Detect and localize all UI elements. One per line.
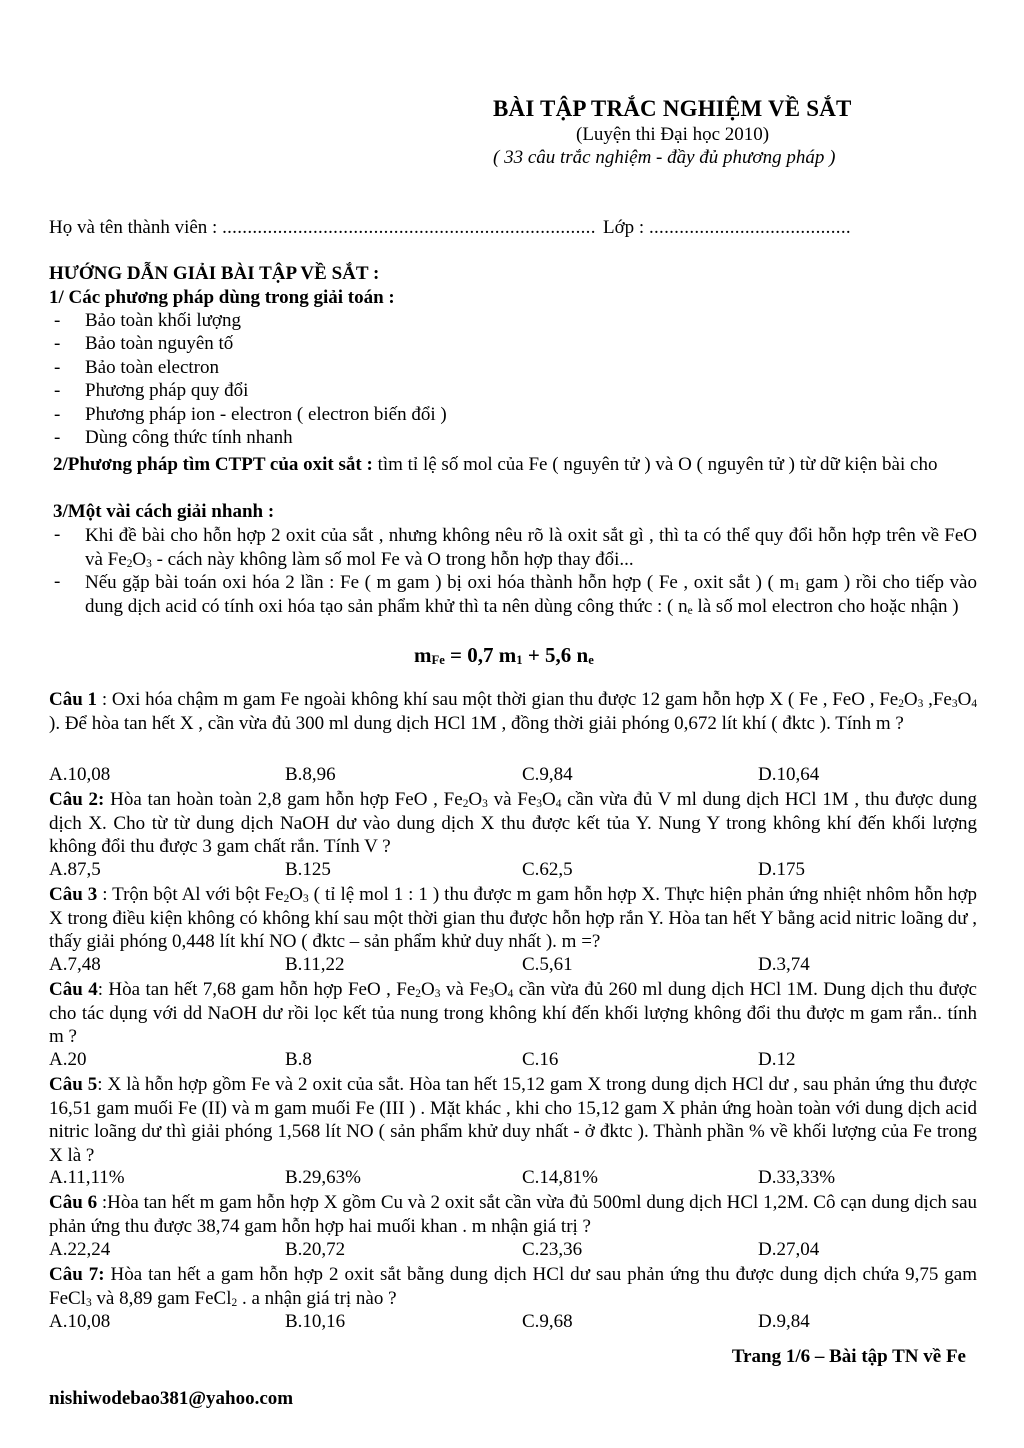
answer-option[interactable]: D.27,04 <box>758 1239 820 1260</box>
subscript: e <box>588 653 594 667</box>
subscript: 4 <box>507 988 514 1000</box>
answer-option[interactable]: C.14,81% <box>522 1167 598 1188</box>
question-text: O <box>493 979 508 1000</box>
guide-heading: HƯỚNG DẪN GIẢI BÀI TẬP VỀ SẮT : <box>49 263 380 284</box>
method-text: Bảo toàn nguyên tố <box>85 333 234 354</box>
answer-options <box>49 859 979 882</box>
class-dots: ........................................ <box>648 217 851 238</box>
question-text: O <box>541 789 556 810</box>
question-text: O <box>289 884 304 905</box>
answer-options <box>49 1239 979 1262</box>
answer-options <box>49 764 979 787</box>
answer-option[interactable]: A.11,11% <box>49 1167 125 1188</box>
answer-option[interactable]: C.23,36 <box>522 1239 583 1260</box>
question <box>49 1191 977 1238</box>
method-item <box>0 404 600 427</box>
answer-option[interactable]: A.22,24 <box>49 1239 111 1260</box>
answer-option[interactable]: C.9,68 <box>522 1311 573 1332</box>
class-label: Lớp : <box>603 217 649 238</box>
answer-option[interactable]: B.11,22 <box>285 954 345 975</box>
class-field-row <box>603 216 851 240</box>
method-text: Bảo toàn electron <box>85 357 220 378</box>
name-dots: .......................................................................... <box>222 217 596 238</box>
answer-options <box>49 1167 979 1190</box>
question-separator: : <box>97 1192 108 1213</box>
question <box>49 1263 977 1310</box>
subscript: 2 <box>126 557 133 570</box>
question-separator: : <box>97 884 113 905</box>
section3-title: 3/Một vài cách giải nhanh : <box>53 501 275 522</box>
subscript: 3 <box>488 988 494 1000</box>
section1-title: 1/ Các phương pháp dùng trong giải toán : <box>49 287 395 308</box>
section2 <box>53 453 977 477</box>
answer-option[interactable]: A.10,08 <box>49 1311 111 1332</box>
question-separator: : <box>97 979 109 1000</box>
answer-option[interactable]: D.33,33% <box>758 1167 836 1188</box>
page-footer: Trang 1/6 – Bài tập TN về Fe <box>731 1346 966 1367</box>
answer-option[interactable]: A.7,48 <box>49 954 101 975</box>
bullet: - <box>54 333 61 354</box>
question-label: Câu 3 <box>49 884 98 905</box>
method-text: Dùng công thức tính nhanh <box>85 427 293 448</box>
question <box>49 788 977 859</box>
bullet: - <box>54 404 61 425</box>
tip-2 <box>85 571 977 618</box>
answer-option[interactable]: D.12 <box>758 1049 796 1070</box>
subscript: Fe <box>431 653 445 667</box>
question-text: . a nhận giá trị nào ? <box>237 1287 397 1309</box>
answer-options <box>49 1049 979 1072</box>
tip-text: gam ) rồi cho tiếp vào dung dịch acid có tính oxi hóa tạo sản phẩm khử thì ta nên dùng công thức : ( n <box>85 572 977 617</box>
tip-1 <box>85 524 977 571</box>
question-text: ( tỉ lệ mol 1 : 1 ) thu được m gam hỗn hợp X. Thực hiện phản ứng nhiệt nhôm hỗn hợp X trong điều kiện không có không khí sau một thời gian thu được hỗn hợp rắn Y. Hòa tan hết Y bằng acid nitric loãng dư , thấy giải phóng 0,448 lít khí NO ( đktc – sản phẩm khử duy nhất ). m =? <box>49 884 977 952</box>
answer-option[interactable]: A.10,08 <box>49 764 111 785</box>
answer-option[interactable]: D.175 <box>758 859 805 880</box>
answer-option[interactable]: B.20,72 <box>285 1239 346 1260</box>
question-label: Câu 6 <box>49 1192 98 1213</box>
answer-option[interactable]: D.3,74 <box>758 954 810 975</box>
method-text: Phương pháp ion - electron ( electron biến đổi ) <box>85 404 447 425</box>
formula-part: + 5,6 n <box>522 643 589 667</box>
subscript: 2 <box>415 988 421 1000</box>
method-text: Phương pháp quy đổi <box>85 380 249 401</box>
question-text: Hòa tan hết m gam hỗn hợp X gồm Cu và 2 oxit sắt cần vừa đủ 500ml dung dịch HCl 1,2M. Cô cạn dung dịch sau phản ứng thu được 38,74 gam hỗn hợp hai muối khan . m nhận giá trị ? <box>49 1192 977 1237</box>
section2-text: tìm tỉ lệ số mol của Fe ( nguyên tử ) và O ( nguyên tử ) từ dữ kiện bài cho <box>372 454 938 475</box>
answer-option[interactable]: B.8 <box>285 1049 312 1070</box>
answer-option[interactable]: A.20 <box>49 1049 87 1070</box>
bullet: - <box>54 380 61 401</box>
question-text: Trộn bột Al với bột Fe <box>112 884 284 905</box>
subscript: 1 <box>516 653 523 667</box>
question <box>49 1073 977 1167</box>
question-text: Oxi hóa chậm m gam Fe ngoài không khí sau một thời gian thu được 12 gam hỗn hợp X ( Fe , FeO , Fe <box>111 689 899 710</box>
section2-title: 2/Phương pháp tìm CTPT của oxit sắt : <box>53 454 373 475</box>
formula-part: = 0,7 m <box>444 643 517 667</box>
subscript: 2 <box>898 698 904 710</box>
method-item <box>0 333 600 356</box>
question-label: Câu 2: <box>49 789 105 810</box>
answer-option[interactable]: C.16 <box>522 1049 559 1070</box>
question <box>49 883 977 954</box>
answer-option[interactable]: D.10,64 <box>758 764 820 785</box>
tip-text: O <box>132 548 147 570</box>
document-subtitle: (Luyện thi Đại học 2010) <box>576 124 770 145</box>
subscript: e <box>687 604 693 617</box>
question-text: O <box>903 689 918 710</box>
question-text: Hòa tan hoàn toàn 2,8 gam hỗn hợp FeO , Fe <box>110 789 463 810</box>
question-text: cần vừa đủ V ml dung dịch HCl 1M , thu được dung dịch X. Cho từ từ dung dịch NaOH dư vào dung dịch X thu được kết tủa Y. Nung Y trong không khí đến khối lượng không đổi thu được 3 gam chất rắn. Tính V ? <box>49 789 978 857</box>
method-item <box>0 380 600 403</box>
author-email: nishiwodebao381@yahoo.com <box>49 1388 294 1409</box>
subscript: 4 <box>971 698 978 710</box>
bullet: - <box>54 571 61 592</box>
question-text: cần vừa đủ 260 ml dung dịch HCl 1M. Dung dịch thu được cho tác dụng với dd NaOH dư rồi lọc kết tủa nung trong không khí đến khối lượng không đổi thu được m gam rắn.. tính m ? <box>49 979 977 1047</box>
answer-option[interactable]: A.87,5 <box>49 859 101 880</box>
method-item <box>0 427 600 450</box>
bullet: - <box>54 427 61 448</box>
question-text: và Fe <box>440 979 489 1000</box>
bullet: - <box>54 357 61 378</box>
bullet: - <box>54 524 61 545</box>
subscript: 2 <box>283 893 290 905</box>
name-label: Họ và tên thành viên : <box>49 217 223 238</box>
subscript: 3 <box>917 698 924 710</box>
question-separator: : <box>97 689 112 710</box>
tip-text: Khi đề bài cho hỗn hợp 2 oxit của sắt , nhưng không nêu rõ là oxit sắt gì , thì ta có thể quy đổi hỗn hợp trên về FeO và Fe <box>85 525 977 570</box>
method-item <box>0 310 600 333</box>
question <box>49 978 977 1049</box>
subscript: 1 <box>794 581 800 593</box>
method-item <box>0 357 600 380</box>
question-text: và 8,89 gam FeCl <box>91 1287 232 1309</box>
subscript: 3 <box>951 698 958 710</box>
subscript: 3 <box>536 798 542 810</box>
formula <box>414 643 594 668</box>
document-title: BÀI TẬP TRẮC NGHIỆM VỀ SẮT <box>493 96 852 121</box>
question-separator: : <box>97 1074 108 1095</box>
question-text: Hòa tan hết a gam hỗn hợp 2 oxit sắt bằng dung dịch HCl dư sau phản ứng thu được dung dịch chứa 9,75 gam FeCl <box>49 1264 977 1309</box>
answer-option[interactable]: C.62,5 <box>522 859 573 880</box>
tip-text: Nếu gặp bài toán oxi hóa 2 lần : Fe ( m gam ) bị oxi hóa thành hỗn hợp ( Fe , oxit sắt ) ( m <box>85 572 795 593</box>
question <box>49 688 977 735</box>
question-label: Câu 1 <box>49 689 98 710</box>
subscript: 3 <box>434 988 441 1000</box>
question-text: ). Để hòa tan hết X , cần vừa đủ 300 ml dung dịch HCl 1M , đồng thời giải phóng 0,672 lít khí ( đktc ). Tính m ? <box>49 712 904 734</box>
question-text: X là hỗn hợp gồm Fe và 2 oxit của sắt. Hòa tan hết 15,12 gam X trong dung dịch HCl dư , sau phản ứng thu được 16,51 gam muối Fe (II) và m gam muối Fe (III ) . Mặt khác , khi cho 15,12 gam X phản ứng hoàn toàn với dung dịch acid nitric loãng dư thì giải phóng 1,568 lít NO ( sản phẩm khử duy nhất - ở đktc ). Thành phần % về khối lượng của Fe trong X là ? <box>49 1074 978 1166</box>
subscript: 4 <box>555 798 562 810</box>
subscript: 3 <box>146 557 152 570</box>
bullet: - <box>54 310 61 331</box>
subscript: 2 <box>462 798 469 810</box>
question-text: và Fe <box>487 789 537 810</box>
subscript: 3 <box>85 1296 92 1309</box>
answer-option[interactable]: C.5,61 <box>522 954 573 975</box>
name-field-row <box>49 216 596 240</box>
subscript: 3 <box>303 893 309 905</box>
answer-option[interactable]: C.9,84 <box>522 764 573 785</box>
question-text: ,Fe <box>923 689 952 710</box>
tip-text: là số mol electron cho hoặc nhận ) <box>692 595 959 617</box>
tip-text: - cách này không làm số mol Fe và O trong hỗn hợp thay đổi... <box>151 548 634 570</box>
method-text: Bảo toàn khối lượng <box>85 310 241 331</box>
answer-option[interactable]: B.125 <box>285 859 331 880</box>
question-text: O <box>957 689 972 710</box>
answer-option[interactable]: B.8,96 <box>285 764 336 785</box>
question-text: O <box>420 979 435 1000</box>
answer-options <box>49 1311 979 1334</box>
subscript: 2 <box>231 1296 238 1309</box>
question-label: Câu 7: <box>49 1264 105 1285</box>
document-subtitle-italic: ( 33 câu trắc nghiệm - đầy đủ phương pháp ) <box>493 147 836 168</box>
answer-option[interactable]: D.9,84 <box>758 1311 810 1332</box>
answer-options <box>49 954 979 977</box>
answer-option[interactable]: B.29,63% <box>285 1167 361 1188</box>
answer-option[interactable]: B.10,16 <box>285 1311 346 1332</box>
question-text: Hòa tan hết 7,68 gam hỗn hợp FeO , Fe <box>108 979 416 1000</box>
formula-part: m <box>414 643 432 667</box>
question-label: Câu 4 <box>49 979 98 1000</box>
question-text: O <box>468 789 483 810</box>
subscript: 3 <box>482 798 488 810</box>
question-label: Câu 5 <box>49 1074 98 1095</box>
